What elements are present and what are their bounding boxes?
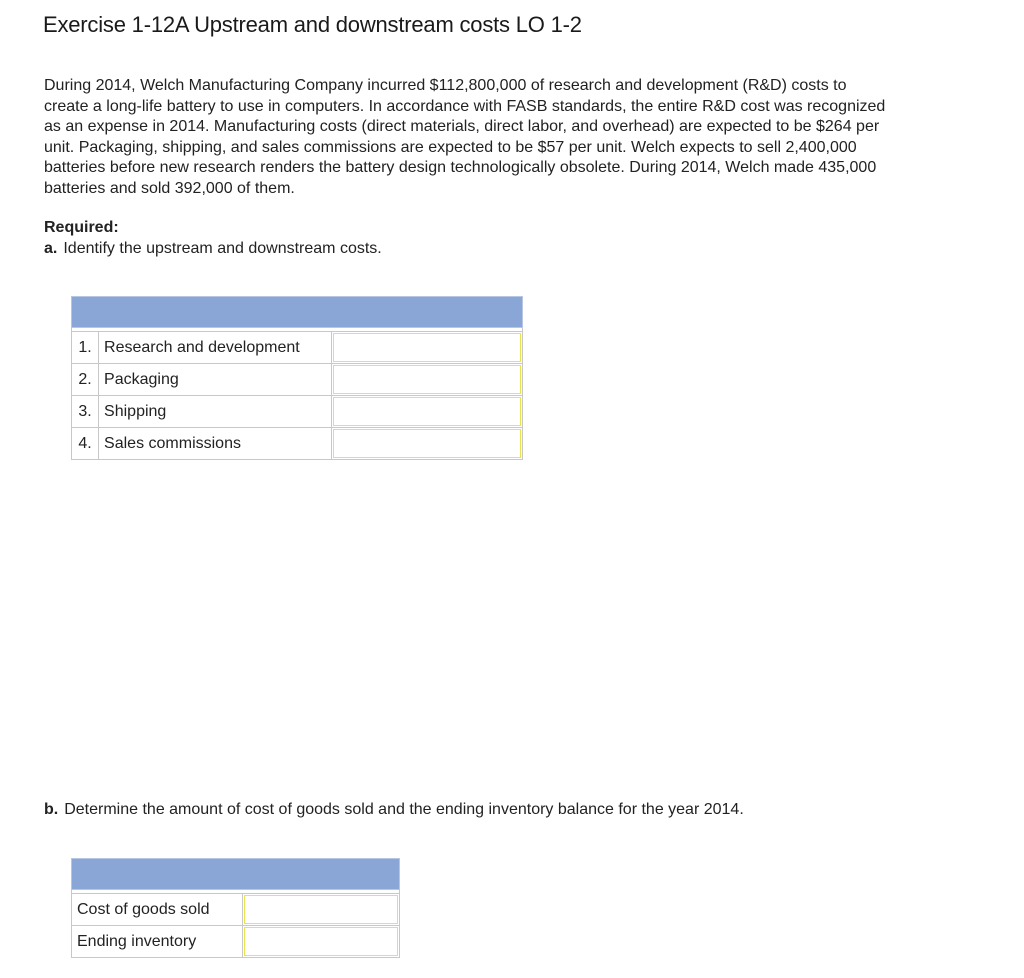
required-heading: Required: (44, 219, 119, 236)
row-label: Research and development (99, 332, 332, 364)
row-number: 4. (72, 428, 99, 460)
table-header-row (72, 297, 523, 328)
problem-statement: During 2014, Welch Manufacturing Company incurred $112,800,000 of research and development (R&D) costs to create a long-life battery to use in computers. In accordance with FASB standards, the entire R&D cost was recognized as an expense in 2014. Manufacturing costs (direct materials, direct labor, and overhead) are expected to be $264 per unit. Packaging, shipping, and sales commissions are expected to be $57 per unit. Welch expects to sell 2,400,000 batteries before new research renders the battery design technologically obsolete. During 2014, Welch made 435,000 batteries and sold 392,000 of them. (44, 77, 886, 197)
packaging-input[interactable] (333, 365, 521, 394)
research-development-input[interactable] (333, 333, 521, 362)
sales-commissions-input[interactable] (333, 429, 521, 458)
row-number: 2. (72, 364, 99, 396)
table-row (72, 332, 523, 364)
table-row (72, 396, 523, 428)
table-row (72, 364, 523, 396)
table-header (72, 297, 523, 328)
row-label: Cost of goods sold (72, 894, 243, 926)
row-label: Sales commissions (99, 428, 332, 460)
page-title: Exercise 1-12A Upstream and downstream costs LO 1-2 (43, 12, 582, 37)
row-label: Shipping (99, 396, 332, 428)
cogs-inventory-table (71, 858, 400, 958)
table-row (72, 428, 523, 460)
part-b-letter: b. (44, 801, 59, 818)
part-a-text: Identify the upstream and downstream costs. (63, 240, 382, 257)
table-header-row (72, 859, 400, 890)
part-a-letter: a. (44, 240, 58, 257)
table-row (72, 894, 400, 926)
table-header (72, 859, 400, 890)
cost-of-goods-sold-input[interactable] (244, 895, 398, 924)
row-label: Ending inventory (72, 926, 243, 958)
upstream-downstream-table (71, 296, 523, 460)
part-a-prompt (44, 240, 382, 258)
row-number: 3. (72, 396, 99, 428)
ending-inventory-input[interactable] (244, 927, 398, 956)
row-number: 1. (72, 332, 99, 364)
shipping-input[interactable] (333, 397, 521, 426)
table-row (72, 926, 400, 958)
row-label: Packaging (99, 364, 332, 396)
part-b-text: Determine the amount of cost of goods sold and the ending inventory balance for the year 2014. (64, 801, 744, 818)
part-b-prompt (44, 801, 744, 819)
